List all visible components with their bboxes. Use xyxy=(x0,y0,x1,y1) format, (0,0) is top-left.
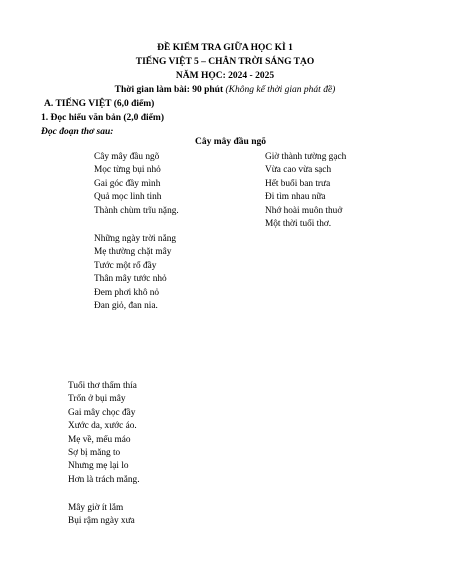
poem-line: Thân mây tước nhỏ xyxy=(94,274,167,285)
poem-line: Gai mây chọc đầy xyxy=(68,407,136,418)
poem-line: Bụi rậm ngày xưa xyxy=(68,516,135,527)
poem-line: Xước da, xước áo. xyxy=(68,421,137,432)
poem-stanza-3 xyxy=(265,151,346,231)
poem-line: Sợ bị măng to xyxy=(68,448,121,459)
poem-line: Mây giờ ít lắm xyxy=(68,503,124,513)
poem-line: Quả mọc linh tinh xyxy=(94,192,162,203)
poem-line: Mẹ thường chặt mây xyxy=(94,247,172,258)
poem-line: Gai góc đầy mình xyxy=(94,178,161,189)
poem-stanza-5 xyxy=(68,502,135,529)
poem-line: Nhớ hoài muôn thuở xyxy=(265,205,343,216)
poem-line: Mẹ về, mếu máo xyxy=(68,434,131,445)
part-a-heading: A. TIẾNG VIỆT (6,0 điểm) xyxy=(44,99,155,109)
part-1-heading: 1. Đọc hiểu văn bản (2,0 điểm) xyxy=(41,113,164,123)
poem-line: Nhưng mẹ lại lo xyxy=(68,461,129,472)
school-year: NĂM HỌC: 2024 - 2025 xyxy=(175,71,275,81)
poem-line: Hơn là trách mắng. xyxy=(68,474,140,485)
poem-line: Vừa cao vừa sạch xyxy=(265,165,332,176)
poem-line: Cây mây đầu ngõ xyxy=(94,152,160,162)
poem-line: Hết buổi ban trưa xyxy=(265,178,331,189)
time-note: (Không kể thời gian phát đề) xyxy=(225,85,336,95)
poem-line: Một thời tuổi thơ. xyxy=(265,219,332,230)
poem-stanza-4 xyxy=(68,380,140,487)
poem-line: Đem phơi khô nỏ xyxy=(94,287,160,298)
poem-line: Đi tìm nhau nữa xyxy=(265,192,326,203)
time-line xyxy=(0,84,450,96)
time-label: Thời gian làm bài: 90 phút xyxy=(114,85,224,95)
poem-line: Đan giỏ, đan nia. xyxy=(94,301,158,312)
poem-line: Giờ thành tường gạch xyxy=(265,152,347,162)
poem-line: Những ngày trời nắng xyxy=(94,234,176,244)
read-instruction: Đọc đoạn thơ sau: xyxy=(41,127,114,137)
poem-line: Trốn ở bụi mây xyxy=(68,394,126,405)
poem-stanza-1 xyxy=(94,151,179,218)
poem-line: Thành chùm trĩu nặng. xyxy=(94,205,179,216)
poem-stanza-2 xyxy=(94,233,176,313)
poem-line: Tước một rổ đầy xyxy=(94,260,157,271)
poem-line: Tuổi thơ thấm thía xyxy=(68,381,137,391)
poem-line: Mọc từng bụi nhỏ xyxy=(94,165,161,176)
poem-title: Cây mây đầu ngõ xyxy=(195,137,266,147)
exam-subject: TIẾNG VIỆT 5 – CHÂN TRỜI SÁNG TẠO xyxy=(135,57,315,67)
exam-title: ĐỀ KIỂM TRA GIỮA HỌC KÌ 1 xyxy=(157,43,293,53)
